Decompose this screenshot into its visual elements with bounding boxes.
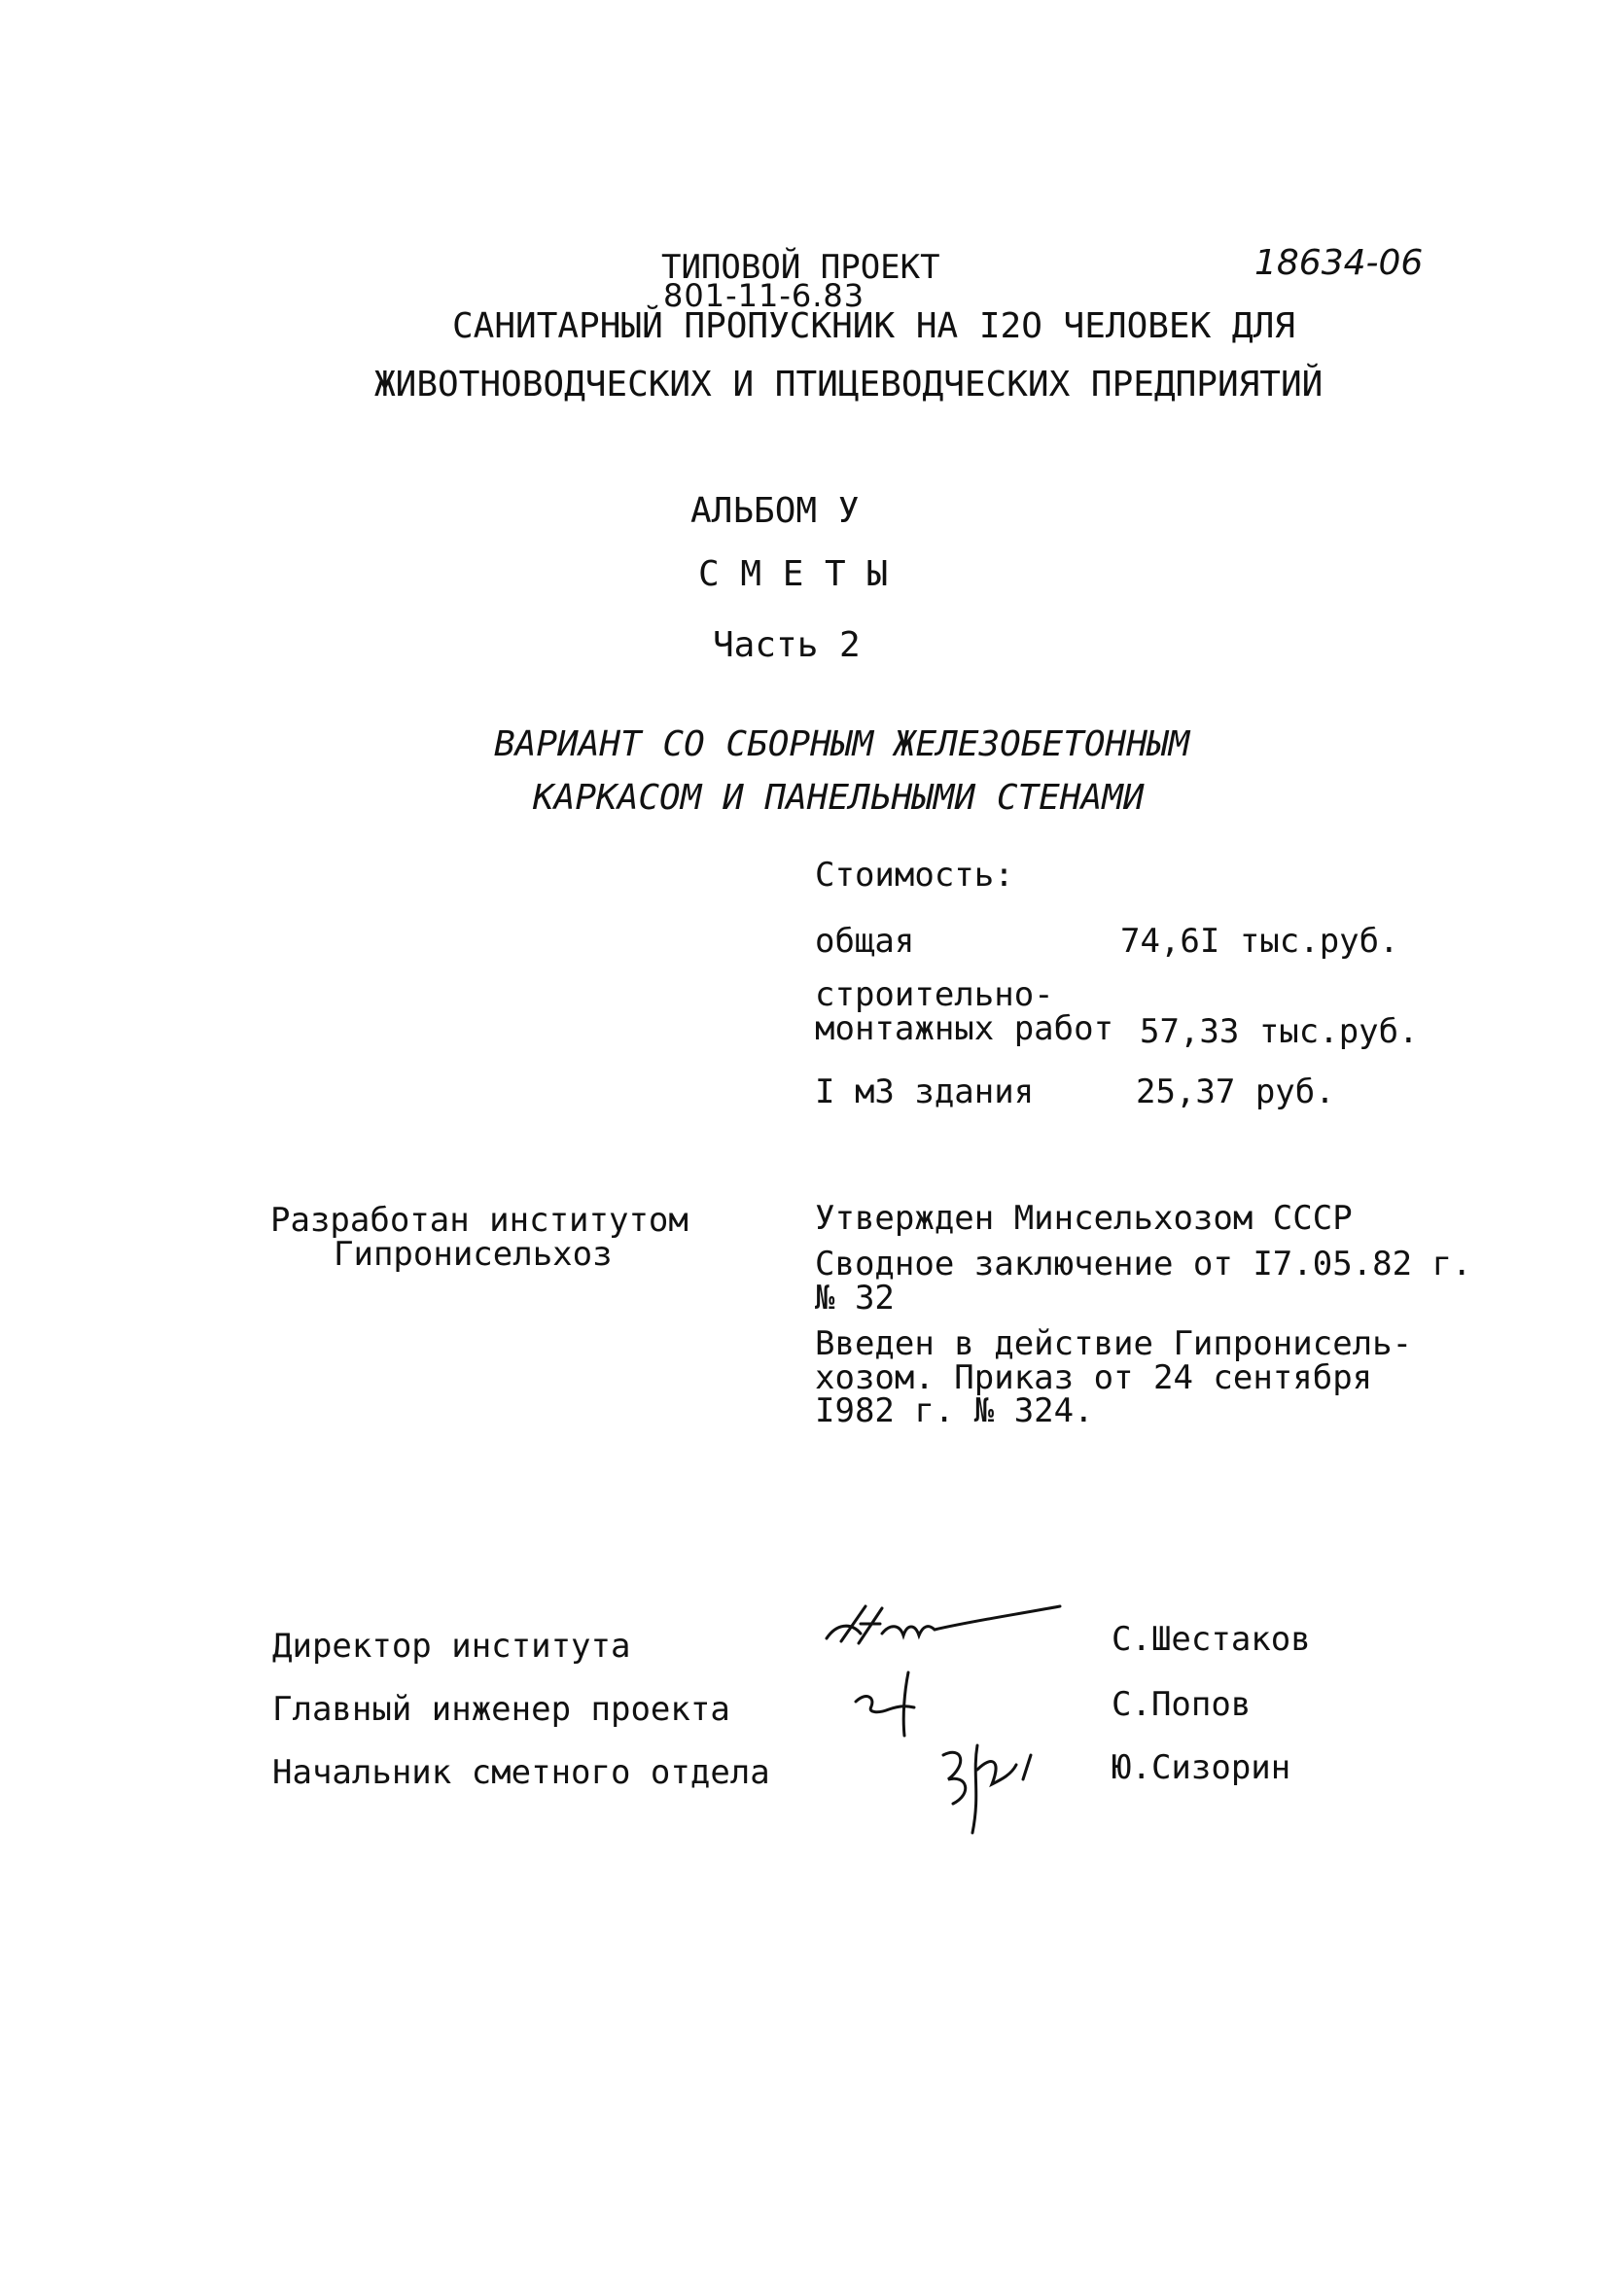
cost-construction-value: 57,33 тыс.руб. — [1140, 1012, 1419, 1051]
signatory-name-director: С.Шестаков — [1112, 1620, 1311, 1659]
cost-construction-label — [815, 975, 1114, 1048]
title-line-2: ЖИВОТНОВОДЧЕСКИХ И ПТИЦЕВОДЧЕСКИХ ПРЕДПРИЯТИЙ — [374, 365, 1324, 404]
cost-per-m3-label: I м3 здания — [815, 1072, 1035, 1111]
cost-construction-label-line-1: строительно- — [815, 975, 1054, 1014]
signatory-name-estimates-head: Ю.Сизорин — [1112, 1748, 1291, 1787]
enacted-line-1: Введен в действие Гипронисель- — [815, 1324, 1413, 1363]
signatory-role-chief-engineer: Главный инженер проекта — [272, 1690, 730, 1729]
project-number: 801-11-6.83 — [663, 277, 865, 314]
developer-line-1: Разработан институтом — [270, 1201, 688, 1240]
variant-line-2: КАРКАСОМ И ПАНЕЛЬНЫМИ СТЕНАМИ — [533, 778, 1145, 818]
conclusion-line-1: Сводное заключение от I7.05.82 г. — [815, 1245, 1472, 1283]
signatory-name-chief-engineer: С.Попов — [1112, 1685, 1252, 1724]
project-type: ТИПОВОЙ ПРОЕКТ — [661, 248, 940, 287]
signature-director — [822, 1595, 1075, 1663]
conclusion-line-2: № 32 — [815, 1278, 895, 1318]
cost-heading: Стоимость: — [815, 856, 1014, 895]
enacted-line-3: I982 г. № 324. — [815, 1391, 1094, 1431]
variant-line-1: ВАРИАНТ СО СБОРНЫМ ЖЕЛЕЗОБЕТОННЫМ — [494, 724, 1190, 764]
signature-estimates-head — [924, 1726, 1070, 1843]
album-label: АЛЬБОМ У — [690, 491, 860, 531]
developer-block — [270, 1201, 688, 1274]
cost-total-label: общая — [815, 922, 915, 961]
approved-by: Утвержден Минсельхозом СССР — [815, 1199, 1353, 1238]
title-line-1: САНИТАРНЫЙ ПРОПУСКНИК НА I2О ЧЕЛОВЕК ДЛЯ — [452, 306, 1295, 346]
cost-per-m3-value: 25,37 руб. — [1136, 1072, 1335, 1111]
cost-construction-label-line-2: монтажных работ — [815, 1008, 1114, 1048]
part-label: Часть 2 — [713, 625, 861, 665]
conclusion-block — [815, 1245, 1472, 1318]
developer-line-2: Гипронисельхоз — [334, 1234, 613, 1274]
cost-total-value: 74,6I тыс.руб. — [1120, 922, 1399, 961]
signatory-role-estimates-head: Начальник сметного отдела — [272, 1753, 770, 1792]
section-label: С М Е Т Ы — [698, 554, 889, 594]
signatory-role-director: Директор института — [272, 1627, 631, 1666]
enacted-line-2: хозом. Приказ от 24 сентября — [815, 1357, 1373, 1397]
enacted-block — [815, 1324, 1413, 1431]
archive-number: 18634-06 — [1254, 243, 1424, 283]
